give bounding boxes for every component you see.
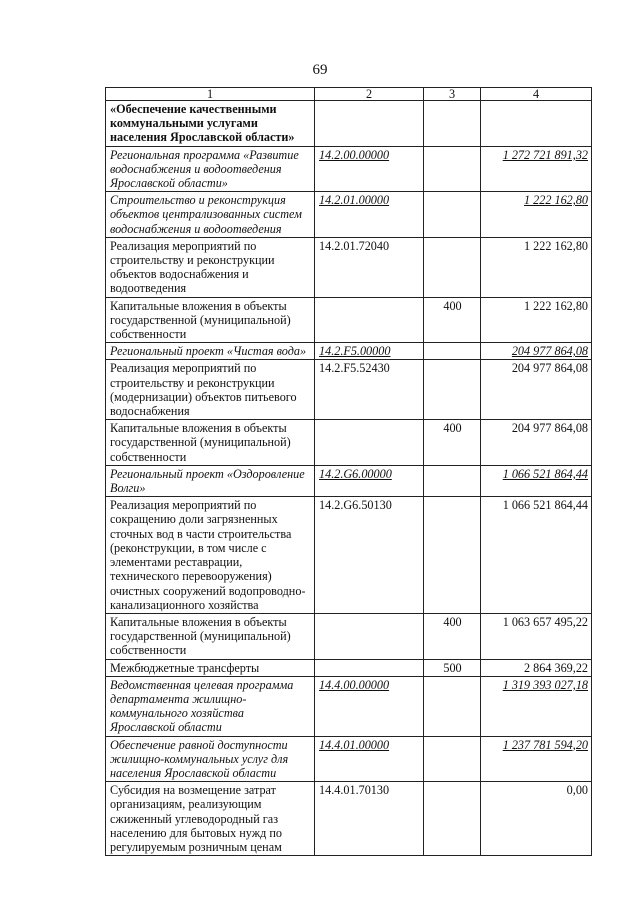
table-row [106, 613, 592, 659]
table-row [106, 736, 592, 782]
row-name: Капитальные вложения в объекты государственной (муниципальной) собственности [106, 420, 315, 466]
row-amount: 1 222 162,80 [481, 237, 592, 297]
row-code [315, 659, 424, 676]
row-amount: 204 977 864,08 [481, 360, 592, 420]
row-name: Обеспечение равной доступности жилищно-коммунальных услуг для населения Ярославской области [106, 736, 315, 782]
row-type [424, 101, 481, 147]
row-code [315, 420, 424, 466]
row-name: Региональная программа «Развитие водоснабжения и водоотведения Ярославской области» [106, 146, 315, 192]
row-amount: 0,00 [481, 782, 592, 856]
row-amount: 1 319 393 027,18 [481, 676, 592, 736]
table-row [106, 497, 592, 614]
row-type [424, 782, 481, 856]
row-name: Реализация мероприятий по строительству и реконструкции объектов водоснабжения и водоотведения [106, 237, 315, 297]
row-name: Ведомственная целевая программа департамента жилищно-коммунального хозяйства Ярославской области [106, 676, 315, 736]
row-code: 14.2.F5.52430 [315, 360, 424, 420]
table-row [106, 465, 592, 496]
row-type: 400 [424, 613, 481, 659]
row-code: 14.4.01.70130 [315, 782, 424, 856]
row-amount: 204 977 864,08 [481, 343, 592, 360]
row-type [424, 237, 481, 297]
row-name: «Обеспечение качественными коммунальными услугами населения Ярославской области» [106, 101, 315, 147]
table-row [106, 676, 592, 736]
row-type [424, 343, 481, 360]
row-name: Реализация мероприятий по строительству и реконструкции (модернизации) объектов питьевого водоснабжения [106, 360, 315, 420]
row-type [424, 676, 481, 736]
row-type [424, 736, 481, 782]
table-row [106, 420, 592, 466]
row-type: 400 [424, 297, 481, 343]
row-amount: 1 237 781 594,20 [481, 736, 592, 782]
row-type [424, 146, 481, 192]
row-type [424, 497, 481, 614]
row-type [424, 192, 481, 238]
budget-table [105, 87, 592, 856]
row-code: 14.2.F5.00000 [315, 343, 424, 360]
row-code [315, 101, 424, 147]
row-amount: 1 272 721 891,32 [481, 146, 592, 192]
row-amount: 1 063 657 495,22 [481, 613, 592, 659]
row-name: Строительство и реконструкция объектов централизованных систем водоснабжения и водоотведения [106, 192, 315, 238]
page-number: 69 [312, 62, 328, 78]
row-type [424, 465, 481, 496]
row-amount: 1 222 162,80 [481, 297, 592, 343]
header-cell-3: 3 [424, 88, 481, 101]
row-name: Субсидия на возмещение затрат организациям, реализующим сжиженный углеводородный газ населению для бытовых нужд по регулируемым розничным ценам [106, 782, 315, 856]
header-cell-4: 4 [481, 88, 592, 101]
row-amount: 1 066 521 864,44 [481, 465, 592, 496]
row-code: 14.4.00.00000 [315, 676, 424, 736]
table-row [106, 343, 592, 360]
row-amount: 1 222 162,80 [481, 192, 592, 238]
row-amount: 1 066 521 864,44 [481, 497, 592, 614]
row-name: Региональный проект «Чистая вода» [106, 343, 315, 360]
row-type [424, 360, 481, 420]
row-name: Реализация мероприятий по сокращению доли загрязненных сточных вод в части строительства (реконструкции, в том числе с элементами реставрации, технического перевооружения) очистных сооружений водопроводно-канализационного хозяйства [106, 497, 315, 614]
row-code: 14.2.G6.00000 [315, 465, 424, 496]
row-code: 14.2.01.72040 [315, 237, 424, 297]
table-row [106, 146, 592, 192]
header-cell-1: 1 [106, 88, 315, 101]
table-row [106, 782, 592, 856]
row-type: 400 [424, 420, 481, 466]
row-name: Региональный проект «Оздоровление Волги» [106, 465, 315, 496]
header-cell-2: 2 [315, 88, 424, 101]
row-amount: 204 977 864,08 [481, 420, 592, 466]
row-name: Капитальные вложения в объекты государственной (муниципальной) собственности [106, 297, 315, 343]
row-name: Капитальные вложения в объекты государственной (муниципальной) собственности [106, 613, 315, 659]
table-row [106, 297, 592, 343]
row-amount: 2 864 369,22 [481, 659, 592, 676]
row-code [315, 297, 424, 343]
row-code: 14.2.G6.50130 [315, 497, 424, 614]
row-code: 14.4.01.00000 [315, 736, 424, 782]
table-row [106, 360, 592, 420]
row-code [315, 613, 424, 659]
table-row [106, 192, 592, 238]
row-code: 14.2.01.00000 [315, 192, 424, 238]
table-row [106, 237, 592, 297]
row-type: 500 [424, 659, 481, 676]
table-row [106, 101, 592, 147]
row-amount [481, 101, 592, 147]
table-row [106, 659, 592, 676]
table-header-row [106, 88, 592, 101]
row-name: Межбюджетные трансферты [106, 659, 315, 676]
row-code: 14.2.00.00000 [315, 146, 424, 192]
